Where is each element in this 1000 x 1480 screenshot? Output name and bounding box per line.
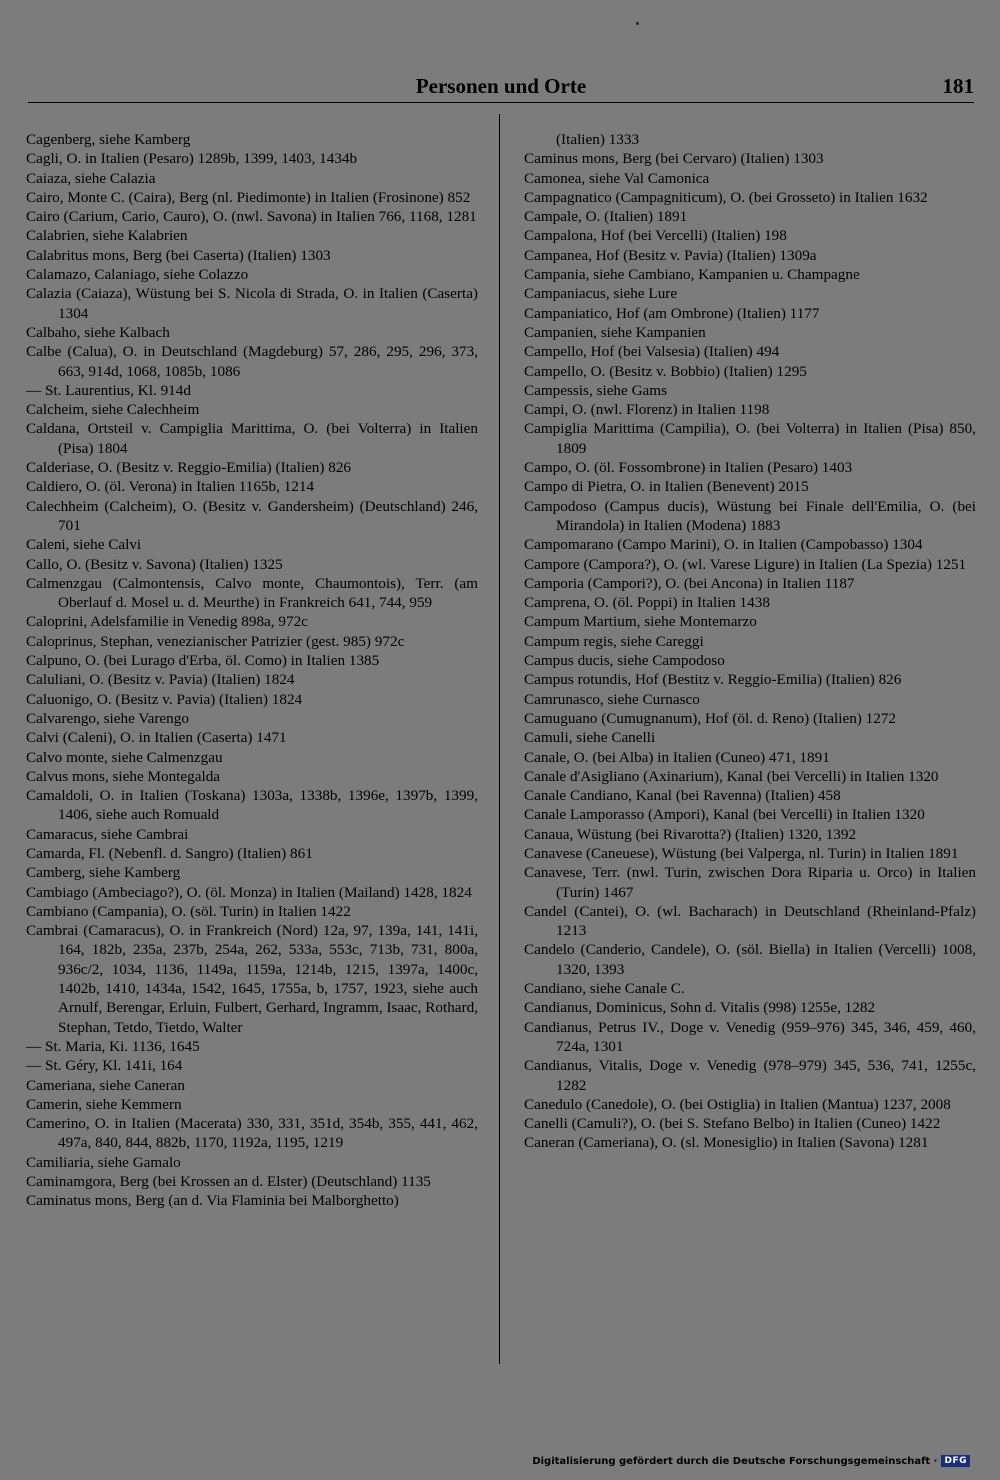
index-entry: Calbaho, siehe Kalbach (26, 323, 170, 341)
index-entry: Campello, O. (Besitz v. Bobbio) (Italien) 1295 (524, 362, 807, 380)
index-entry: Calpuno, O. (bei Lurago d'Erba, öl. Como) in Italien 1385 (26, 652, 380, 670)
index-entry: (Italien) 1333 (556, 131, 640, 148)
index-entry: Canavese, Terr. (nwl. Turin, zwischen Dora Riparia u. Orco) in Italien (Turin) 1467 (524, 864, 976, 901)
index-entry: Canale, O. (bei Alba) in Italien (Cuneo) 471, 1891 (524, 748, 830, 766)
index-entry: Camonea, siehe Val Camonica (524, 169, 710, 187)
index-entry: Campum regis, siehe Careggi (524, 632, 704, 650)
index-entry: Campo, O. (öl. Fossombrone) in Italien (Pesaro) 1403 (524, 459, 853, 477)
index-entry: Caluliani, O. (Besitz v. Pavia) (Italien) 1824 (26, 671, 295, 689)
index-entry: Canaua, Wüstung (bei Rivarotta?) (Italien) 1320, 1392 (524, 825, 857, 843)
index-entry: Campo di Pietra, O. in Italien (Benevent) 2015 (524, 478, 809, 496)
index-entry: Cambiano (Campania), O. (söl. Turin) in Italien 1422 (26, 902, 351, 920)
index-entry: Campaniacus, siehe Lure (524, 285, 678, 303)
index-entry: Campalona, Hof (bei Vercelli) (Italien) 198 (524, 227, 787, 245)
print-speck (636, 22, 639, 25)
index-entry: Cairo (Carium, Cario, Cauro), O. (nwl. Savona) in Italien 766, 1168, 1281 (26, 208, 477, 226)
index-entry: Campus ducis, siehe Campodoso (524, 652, 725, 670)
index-entry: Camberg, siehe Kamberg (26, 864, 181, 882)
index-entry: Caleni, siehe Calvi (26, 536, 142, 554)
index-entry: Campanien, siehe Kampanien (524, 323, 706, 341)
index-entry: Campaniatico, Hof (am Ombrone) (Italien) 1177 (524, 304, 820, 322)
index-entry: Candianus, Petrus IV., Doge v. Venedig (959–976) 345, 346, 459, 460, 724a, 1301 (524, 1018, 976, 1055)
index-entry: Caminamgora, Berg (bei Krossen an d. Elster) (Deutschland) 1135 (26, 1173, 431, 1191)
index-entry: Calvus mons, siehe Montegalda (26, 767, 221, 785)
index-entry: Canavese (Caneuese), Wüstung (bei Valperga, nl. Turin) in Italien 1891 (524, 844, 959, 862)
index-entry: Canale Lamporasso (Ampori), Kanal (bei Vercelli) in Italien 1320 (524, 806, 925, 824)
index-entry: Canedulo (Canedole), O. (bei Ostiglia) in Italien (Mantua) 1237, 2008 (524, 1095, 951, 1113)
dfg-logo: DFG (941, 1455, 970, 1467)
index-entry: Calmenzgau (Calmontensis, Calvo monte, Chaumontois), Terr. (am Oberlauf d. Mosel u. d. Meurthe) in Frankreich 641, 744, 959 (26, 574, 478, 612)
index-entry: Caloprinus, Stephan, venezianischer Patrizier (gest. 985) 972c (26, 632, 405, 650)
index-entry: Camporia (Campori?), O. (bei Ancona) in Italien 1187 (524, 574, 855, 592)
index-entry: Candianus, Vitalis, Doge v. Venedig (978–979) 345, 536, 741, 1255c, 1282 (524, 1057, 976, 1094)
index-entry: Caluonigo, O. (Besitz v. Pavia) (Italien) 1824 (26, 690, 303, 708)
index-entry: Camuguano (Cumugnanum), Hof (öl. d. Reno) (Italien) 1272 (524, 709, 897, 727)
column-divider (499, 114, 500, 1364)
index-entry: Campale, O. (Italien) 1891 (524, 208, 688, 226)
index-entry: Camarda, Fl. (Nebenfl. d. Sangro) (Italien) 861 (26, 844, 313, 862)
footer-text: Digitalisierung gefördert durch die Deutsche Forschungsgemeinschaft · (532, 1455, 938, 1467)
index-entry: Calechheim (Calcheim), O. (Besitz v. Gandersheim) (Deutschland) 246, 701 (26, 497, 478, 534)
page-title: Personen und Orte (415, 74, 587, 98)
index-entry: Canale d'Asigliano (Axinarium), Kanal (bei Vercelli) in Italien 1320 (524, 767, 939, 785)
index-entry: Calvi (Caleni), O. in Italien (Caserta) 1471 (26, 729, 287, 747)
index-entry: Candel (Cantei), O. (wl. Bacharach) in Deutschland (Rheinland-Pfalz) 1213 (524, 902, 976, 940)
index-entry: Campiglia Marittima (Campilia), O. (bei Volterra) in Italien (Pisa) 850, 1809 (524, 420, 976, 457)
index-entry: Cagli, O. in Italien (Pesaro) 1289b, 1399, 1403, 1434b (26, 150, 358, 168)
page-number: 181 (942, 74, 974, 98)
index-entry: Caldana, Ortsteil v. Campiglia Marittima, O. (bei Volterra) in Italien (Pisa) 1804 (26, 420, 478, 457)
index-entry: — St. Maria, Ki. 1136, 1645 (26, 1037, 200, 1055)
index-entry: Calazia (Caiaza), Wüstung bei S. Nicola di Strada, O. in Italien (Caserta) 1304 (26, 285, 478, 322)
index-entry: Candiano, siehe Canale C. (524, 980, 685, 998)
index-entry: Calabritus mons, Berg (bei Caserta) (Italien) 1303 (26, 246, 331, 264)
index-entry: Camerino, O. in Italien (Macerata) 330, 331, 351d, 354b, 355, 441, 462, 497a, 840, 844, 882b, 1170, 1192a, 1195, 1219 (26, 1115, 478, 1152)
index-entry: Caminatus mons, Berg (an d. Via Flaminia bei Malborghetto) (26, 1192, 399, 1210)
index-entry: Camuli, siehe Canelli (524, 729, 656, 747)
index-entry: Calcheim, siehe Calechheim (26, 401, 200, 419)
index-entry: Campi, O. (nwl. Florenz) in Italien 1198 (524, 401, 770, 419)
index-entry: Camaracus, siehe Cambrai (26, 825, 189, 843)
index-entry: Campania, siehe Cambiano, Kampanien u. Champagne (524, 266, 860, 284)
index-entry: Camerin, siehe Kemmern (26, 1095, 182, 1113)
index-entry: Campus rotundis, Hof (Bestitz v. Reggio-Emilia) (Italien) 826 (524, 671, 902, 689)
index-entry: Camrunasco, siehe Curnasco (524, 690, 700, 708)
index-entry: Cagenberg, siehe Kamberg (26, 131, 191, 148)
index-entry: Calbe (Calua), O. in Deutschland (Magdeburg) 57, 286, 295, 296, 373, 663, 914d, 1068, 1085b, 1086 (26, 343, 478, 380)
running-head (28, 72, 974, 103)
index-entry: Campagnatico (Campagniticum), O. (bei Grosseto) in Italien 1632 (524, 188, 928, 206)
index-entry: Campello, Hof (bei Valsesia) (Italien) 494 (524, 343, 780, 361)
index-entry: — St. Géry, Kl. 141i, 164 (26, 1057, 183, 1075)
footer-credit (532, 1455, 970, 1467)
index-entry: Canelli (Camuli?), O. (bei S. Stefano Belbo) in Italien (Cuneo) 1422 (524, 1115, 941, 1133)
index-entry: Calvo monte, siehe Calmenzgau (26, 748, 223, 766)
index-entry: Cambiago (Ambeciago?), O. (öl. Monza) in Italien (Mailand) 1428, 1824 (26, 883, 472, 901)
index-entry: Campum Martium, siehe Montemarzo (524, 613, 757, 631)
index-entry: Campomarano (Campo Marini), O. in Italien (Campobasso) 1304 (524, 536, 923, 554)
index-entry: Candelo (Canderio, Candele), O. (söl. Biella) in Italien (Vercelli) 1008, 1320, 1393 (524, 941, 976, 978)
index-entry: Calvarengo, siehe Varengo (26, 709, 189, 727)
index-entry: Caneran (Cameriana), O. (sl. Monesiglio) in Italien (Savona) 1281 (524, 1134, 929, 1152)
index-entry: Calabrien, siehe Kalabrien (26, 227, 188, 245)
index-entry: Campessis, siehe Gams (524, 381, 667, 399)
index-entry: Candianus, Dominicus, Sohn d. Vitalis (998) 1255e, 1282 (524, 999, 876, 1017)
index-entry: Campanea, Hof (Besitz v. Pavia) (Italien) 1309a (524, 246, 817, 264)
index-entry: Camprena, O. (öl. Poppi) in Italien 1438 (524, 594, 770, 612)
index-entry: Calderiase, O. (Besitz v. Reggio-Emilia) (Italien) 826 (26, 459, 352, 477)
index-entry: Caldiero, O. (öl. Verona) in Italien 1165b, 1214 (26, 478, 315, 496)
index-entry: Caloprini, Adelsfamilie in Venedig 898a, 972c (26, 613, 308, 631)
index-entry: Callo, O. (Besitz v. Savona) (Italien) 1325 (26, 555, 283, 573)
index-entry: Campodoso (Campus ducis), Wüstung bei Finale dell'Emilia, O. (bei Mirandola) in Italien (Modena) 1883 (524, 497, 976, 534)
index-entry: — St. Laurentius, Kl. 914d (26, 381, 191, 399)
right-column (524, 130, 976, 1153)
index-entry: Calamazo, Calaniago, siehe Colazzo (26, 266, 249, 284)
index-entry: Canale Candiano, Kanal (bei Ravenna) (Italien) 458 (524, 787, 841, 805)
left-column (26, 130, 478, 1211)
index-entry: Caiaza, siehe Calazia (26, 169, 156, 187)
index-entry: Cameriana, siehe Caneran (26, 1076, 185, 1094)
index-entry: Camaldoli, O. in Italien (Toskana) 1303a, 1338b, 1396e, 1397b, 1399, 1406, siehe auch Romuald (26, 787, 478, 824)
index-entry: Camiliaria, siehe Gamalo (26, 1153, 181, 1171)
index-entry: Cambrai (Camaracus), O. in Frankreich (Nord) 12a, 97, 139a, 141, 141i, 164, 182b, 235a, 237b, 254a, 262, 533a, 553c, 713b, 731, 800a, 936c/2, 1034, 1136, 1149a, 1159a, 1214b, 1215, 1397a, 1400c, 1402b, 1410, 1434a, 1542, 1645, 1755a, b, 1757, 1923, siehe auch Arnulf, Berengar, Erluin, Fulbert, Gerhard, Ingramm, Isaac, Rothard, Stephan, Tetdo, Tietdo, Walter (26, 922, 478, 1036)
index-entry: Cairo, Monte C. (Caira), Berg (nl. Piedimonte) in Italien (Frosinone) 852 (26, 188, 471, 206)
index-entry: Campore (Campora?), O. (wl. Varese Ligure) in Italien (La Spezia) 1251 (524, 555, 967, 573)
index-entry: Caminus mons, Berg (bei Cervaro) (Italien) 1303 (524, 150, 824, 168)
